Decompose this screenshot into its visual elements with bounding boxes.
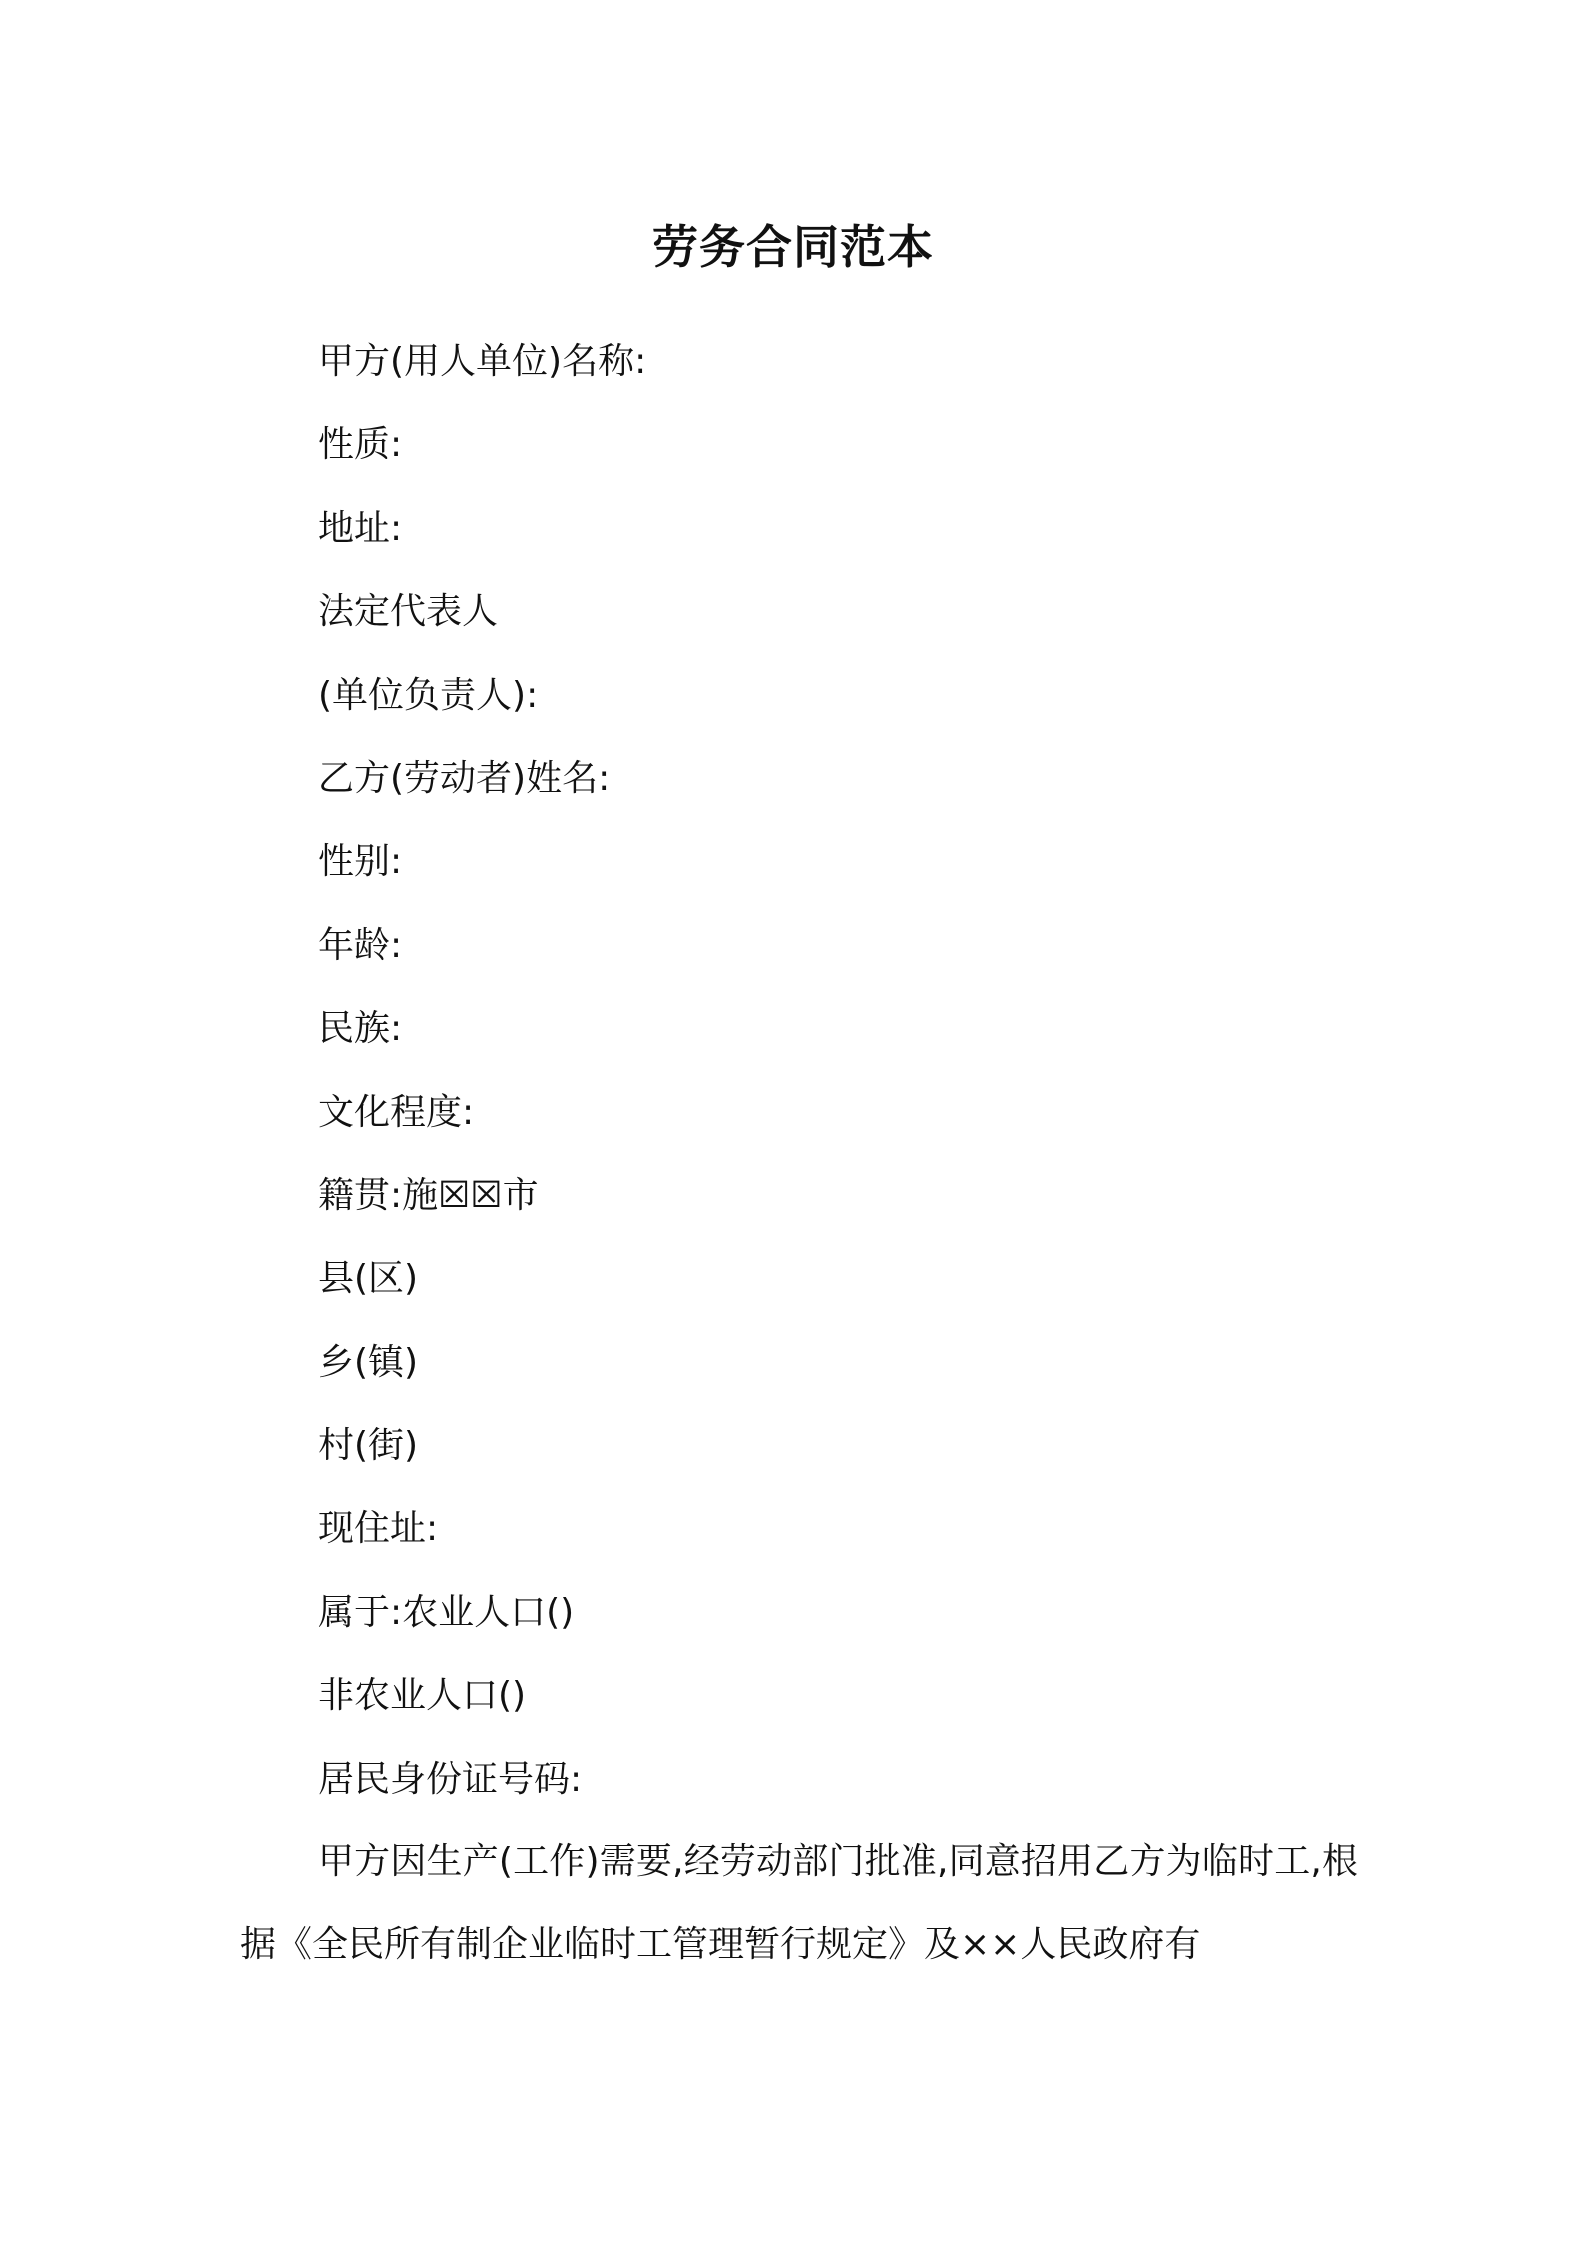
field-ethnicity: 民族: [318,1008,403,1050]
field-agricultural-population: 属于:农业人口() [318,1591,575,1633]
field-id-number: 居民身份证号码: [318,1758,583,1800]
contract-intro-paragraph: 甲方因生产(工作)需要,经劳动部门批准,同意招用乙方为临时工,根据《全民所有制企业临时工管理暂行规定》及××人民政府有 [240,1841,1358,1965]
field-employer-name: 甲方(用人单位)名称: [318,341,647,382]
field-gender: 性别: [318,841,403,883]
field-current-address: 现住址: [318,1508,439,1550]
document-title: 劳务合同范本 [652,220,934,274]
field-town: 乡(镇) [318,1341,419,1383]
field-nature: 性质: [318,424,403,466]
field-village: 村(街) [318,1425,419,1467]
field-address: 地址: [318,507,403,549]
field-education: 文化程度: [318,1091,475,1133]
field-age: 年龄: [318,924,403,966]
field-unit-head: (单位负责人): [318,674,539,716]
field-worker-name: 乙方(劳动者)姓名: [318,757,611,799]
field-legal-representative: 法定代表人 [318,591,499,633]
field-non-agricultural-population: 非农业人口() [318,1675,527,1717]
field-county: 县(区) [318,1258,419,1300]
field-native-place: 籍贯:施☒☒市 [318,1174,539,1216]
party-info-fields [318,320,1418,1821]
